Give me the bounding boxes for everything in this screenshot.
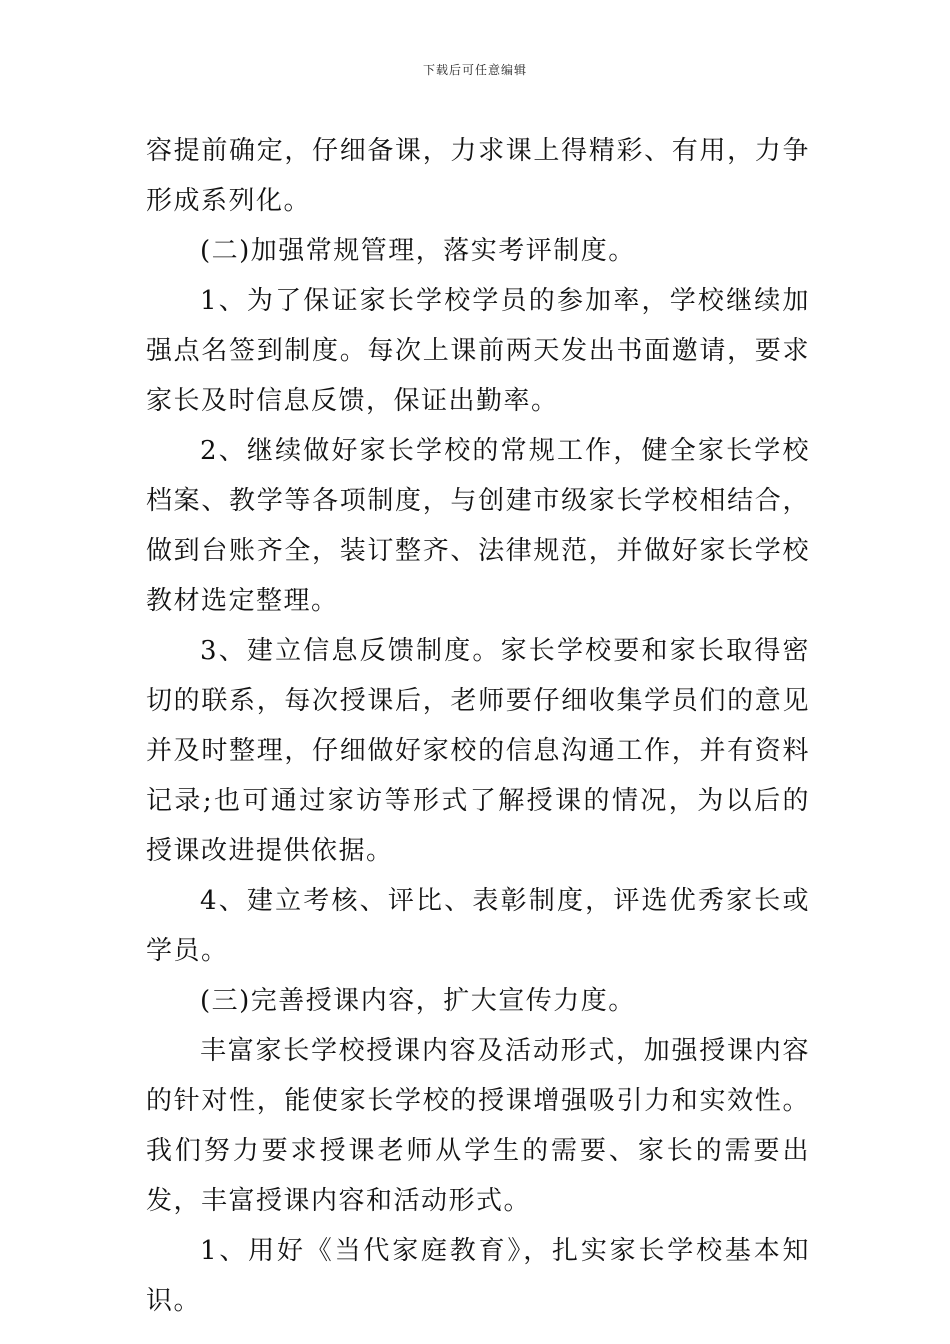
document-body (146, 126, 810, 1326)
section-heading: (三)完善授课内容，扩大宣传力度。 (200, 986, 636, 1016)
paragraph: 1、用好《当代家庭教育》，扎实家长学校基本知识。 (146, 1236, 810, 1316)
paragraph: 1、为了保证家长学校学员的参加率，学校继续加强点名签到制度。每次上课前两天发出书面邀请，要求家长及时信息反馈，保证出勤率。 (146, 286, 810, 416)
paragraph: 4、建立考核、评比、表彰制度，评选优秀家长或学员。 (146, 886, 810, 966)
page-header: 下载后可任意编辑 (422, 63, 527, 77)
section-heading: (二)加强常规管理，落实考评制度。 (200, 236, 636, 266)
paragraph: 2、继续做好家长学校的常规工作，健全家长学校档案、教学等各项制度，与创建市级家长学校相结合，做到台账齐全，装订整齐、法律规范，并做好家长学校教材选定整理。 (146, 436, 810, 616)
paragraph: 容提前确定，仔细备课，力求课上得精彩、有用，力争形成系列化。 (146, 136, 810, 216)
paragraph: 丰富家长学校授课内容及活动形式，加强授课内容的针对性，能使家长学校的授课增强吸引力和实效性。我们努力要求授课老师从学生的需要、家长的需要出发，丰富授课内容和活动形式。 (146, 1036, 810, 1216)
paragraph: 3、建立信息反馈制度。家长学校要和家长取得密切的联系，每次授课后，老师要仔细收集学员们的意见并及时整理，仔细做好家校的信息沟通工作，并有资料记录;也可通过家访等形式了解授课的情况，为以后的授课改进提供依据。 (146, 636, 810, 866)
